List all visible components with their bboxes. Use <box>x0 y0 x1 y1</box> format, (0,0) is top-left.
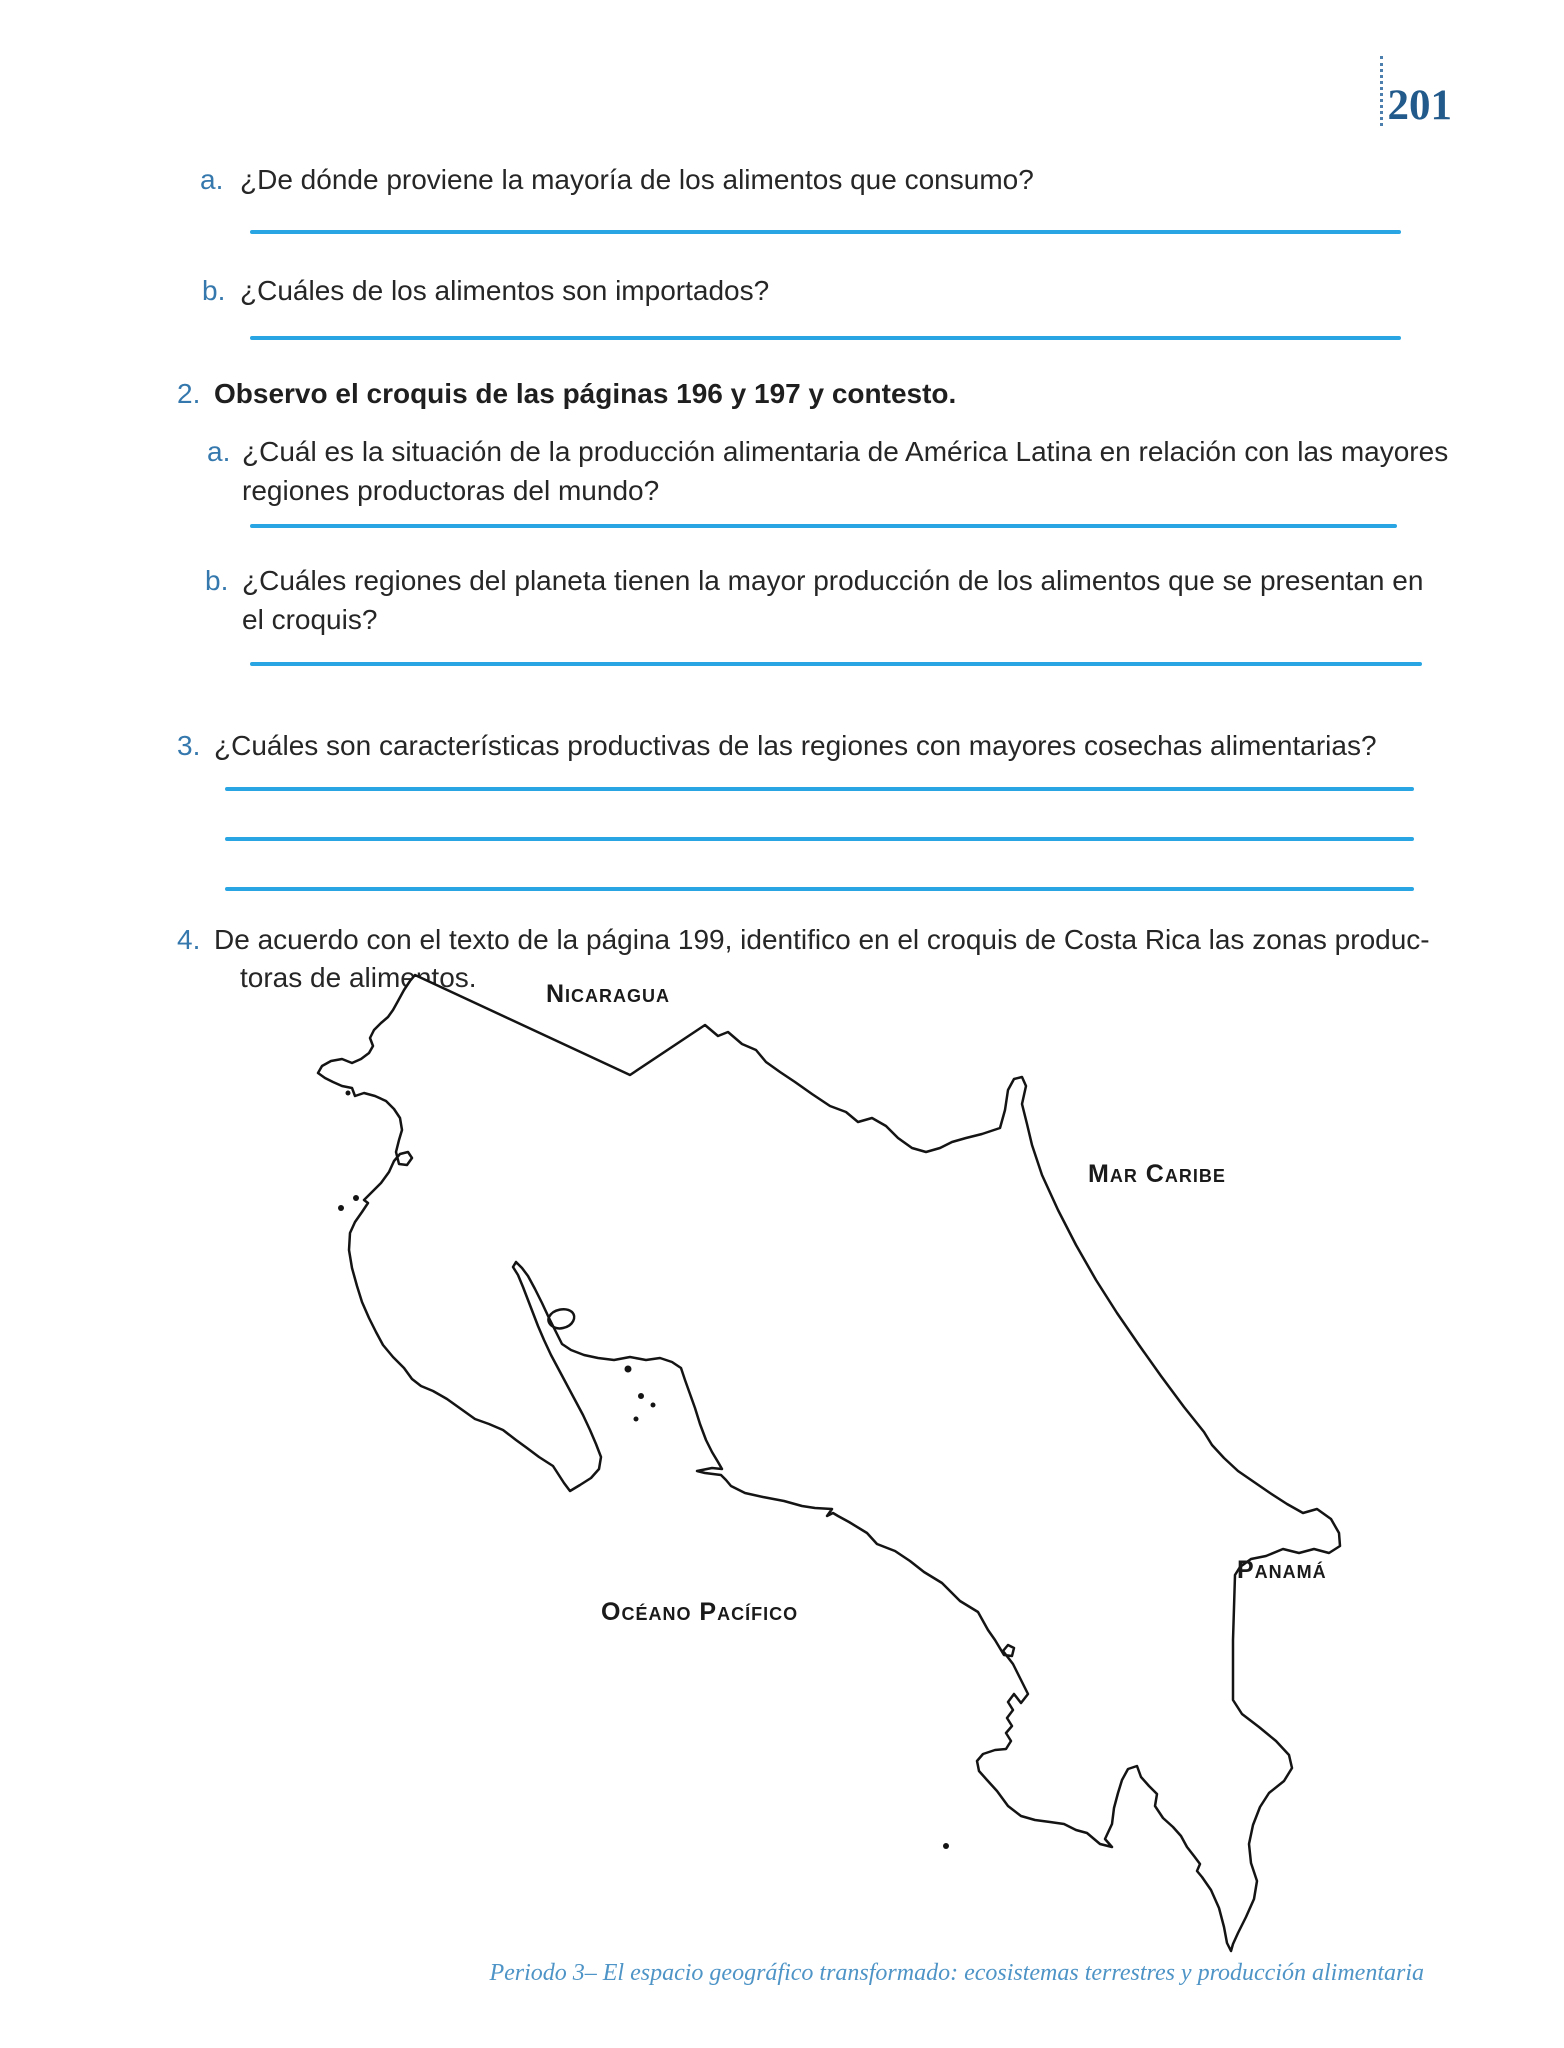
q4-text-line1: De acuerdo con el texto de la página 199, identifico en el croquis de Costa Rica las zonas produc- <box>214 924 1430 955</box>
q2b-text-line1: ¿Cuáles regiones del planeta tienen la mayor producción de los alimentos que se presentan en <box>242 565 1424 596</box>
q2b-label: b. <box>205 565 229 596</box>
q1a-text: ¿De dónde proviene la mayoría de los alimentos que consumo? <box>240 164 1034 195</box>
q2a-label: a. <box>207 436 231 467</box>
q3-number: 3. <box>177 730 201 761</box>
q2-number: 2. <box>177 378 201 409</box>
isla-cano <box>943 1843 949 1849</box>
footer-chapter-title: Periodo 3– El espacio geográfico transformado: ecosistemas terrestres y producción alimentaria <box>489 1960 1424 1986</box>
q3-text: ¿Cuáles son características productivas de las regiones con mayores cosechas alimentarias? <box>214 730 1377 761</box>
map-label-panama: Panamá <box>1237 1556 1327 1584</box>
q4-number: 4. <box>177 924 201 955</box>
gulf-islet-2 <box>638 1393 644 1399</box>
q1b-text: ¿Cuáles de los alimentos son importados? <box>240 275 770 306</box>
q1b-label: b. <box>202 275 226 306</box>
page-number: 201 <box>1387 82 1452 129</box>
q2a-text-line2: regiones productoras del mundo? <box>242 475 660 506</box>
nw-islet-2 <box>338 1205 344 1211</box>
q4-text-line2: toras de alimentos. <box>240 962 477 993</box>
q2a-text-line1: ¿Cuál es la situación de la producción alimentaria de América Latina en relación con las mayores <box>242 436 1449 467</box>
map-label-mar-caribe: Mar Caribe <box>1088 1160 1226 1188</box>
map-label-nicaragua: Nicaragua <box>546 980 671 1008</box>
gulf-islet-4 <box>634 1417 639 1422</box>
costa-rica-outline <box>318 975 1340 1951</box>
q2b-text-line2: el croquis? <box>242 604 378 635</box>
gulf-islet-3 <box>651 1403 656 1408</box>
map-label-oceano-pacifico: Océano Pacífico <box>601 1598 799 1626</box>
q1a-label: a. <box>200 164 224 195</box>
nw-islet-3 <box>346 1091 351 1096</box>
nw-islet-1 <box>353 1195 359 1201</box>
q2-text: Observo el croquis de las páginas 196 y 197 y contesto. <box>214 378 957 409</box>
gulf-islet-1 <box>625 1366 632 1373</box>
